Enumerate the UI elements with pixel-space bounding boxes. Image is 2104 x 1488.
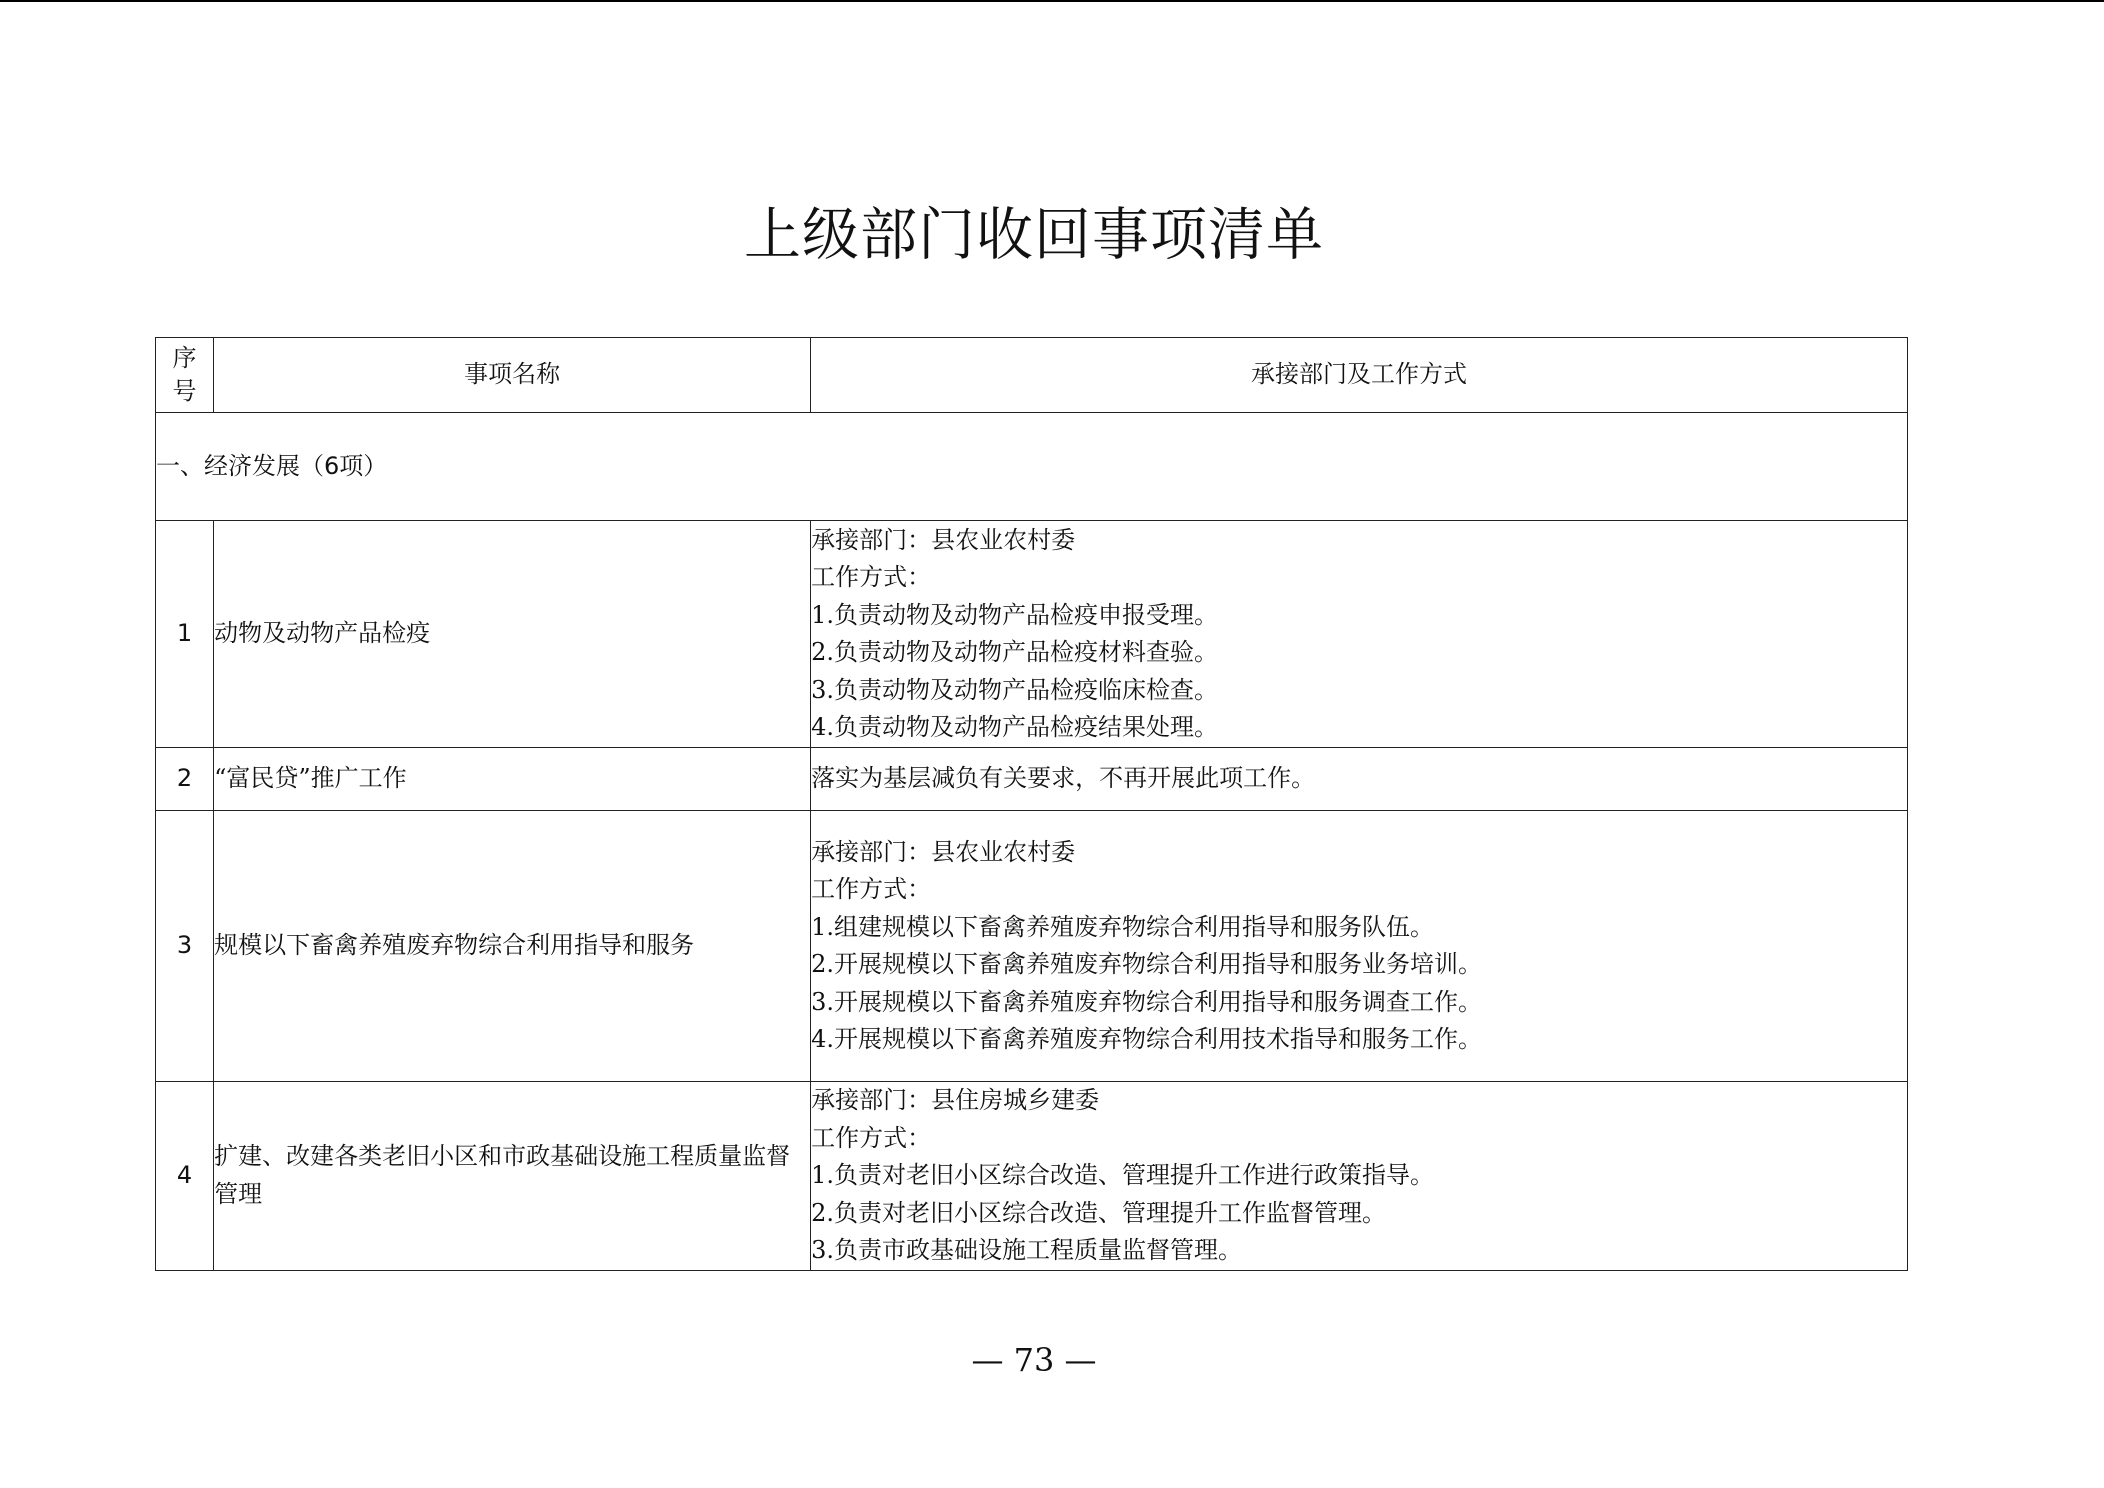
method-line: 1.组建规模以下畜禽养殖废弃物综合利用指导和服务队伍。 <box>811 912 1435 941</box>
document-title: 上级部门收回事项清单 <box>744 202 1324 268</box>
table-row <box>156 748 1908 811</box>
dept-method-cell <box>811 748 1908 811</box>
method-label: 工作方式： <box>811 1123 932 1152</box>
header-no <box>156 338 214 413</box>
dept-method-cell <box>811 1082 1908 1271</box>
method-line: 1.负责动物及动物产品检疫申报受理。 <box>811 600 1219 629</box>
item-name: 动物及动物产品检疫 <box>214 521 811 748</box>
header-no-line2: 号 <box>172 377 197 405</box>
dept-line: 承接部门：县住房城乡建委 <box>811 1086 1100 1114</box>
dept-method-cell <box>811 811 1908 1082</box>
header-no-line1: 序 <box>172 344 197 372</box>
item-name: “富民贷”推广工作 <box>214 748 811 811</box>
header-dept-method: 承接部门及工作方式 <box>811 338 1908 413</box>
dept-line: 承接部门：县农业农村委 <box>811 525 1076 554</box>
page-number: — 73 — <box>971 1341 1097 1379</box>
table-row <box>156 521 1908 748</box>
method-line: 4.负责动物及动物产品检疫结果处理。 <box>811 713 1219 741</box>
method-label: 工作方式： <box>811 563 932 591</box>
method-line: 2.负责对老旧小区综合改造、管理提升工作监督管理。 <box>811 1198 1387 1227</box>
method-line: 4.开展规模以下畜禽养殖废弃物综合利用技术指导和服务工作。 <box>811 1025 1483 1053</box>
method-line: 3.开展规模以下畜禽养殖废弃物综合利用指导和服务调查工作。 <box>811 987 1483 1016</box>
dept-method-cell <box>811 521 1908 748</box>
header-item-name: 事项名称 <box>214 338 811 413</box>
method-line: 3.负责市政基础设施工程质量监督管理。 <box>811 1236 1243 1264</box>
dept-line: 承接部门：县农业农村委 <box>811 837 1076 866</box>
table-row <box>156 811 1908 1082</box>
item-name: 扩建、改建各类老旧小区和市政基础设施工程质量监督管理 <box>214 1082 811 1271</box>
method-line: 3.负责动物及动物产品检疫临床检查。 <box>811 675 1219 704</box>
method-line: 2.负责动物及动物产品检疫材料查验。 <box>811 638 1219 666</box>
method-label: 工作方式： <box>811 875 932 903</box>
items-table <box>155 337 1908 1271</box>
row-number: 3 <box>156 811 214 1082</box>
top-border-rule <box>0 0 2104 2</box>
method-line: 落实为基层减负有关要求，不再开展此项工作。 <box>811 764 1316 793</box>
row-number: 1 <box>156 521 214 748</box>
method-line: 1.负责对老旧小区综合改造、管理提升工作进行政策指导。 <box>811 1161 1435 1189</box>
row-number: 4 <box>156 1082 214 1271</box>
section-row <box>156 413 1908 521</box>
section-heading: 一、经济发展（6项） <box>156 413 1908 521</box>
table-header-row <box>156 338 1908 413</box>
method-line: 2.开展规模以下畜禽养殖废弃物综合利用指导和服务业务培训。 <box>811 950 1483 978</box>
row-number: 2 <box>156 748 214 811</box>
table-row <box>156 1082 1908 1271</box>
item-name: 规模以下畜禽养殖废弃物综合利用指导和服务 <box>214 811 811 1082</box>
